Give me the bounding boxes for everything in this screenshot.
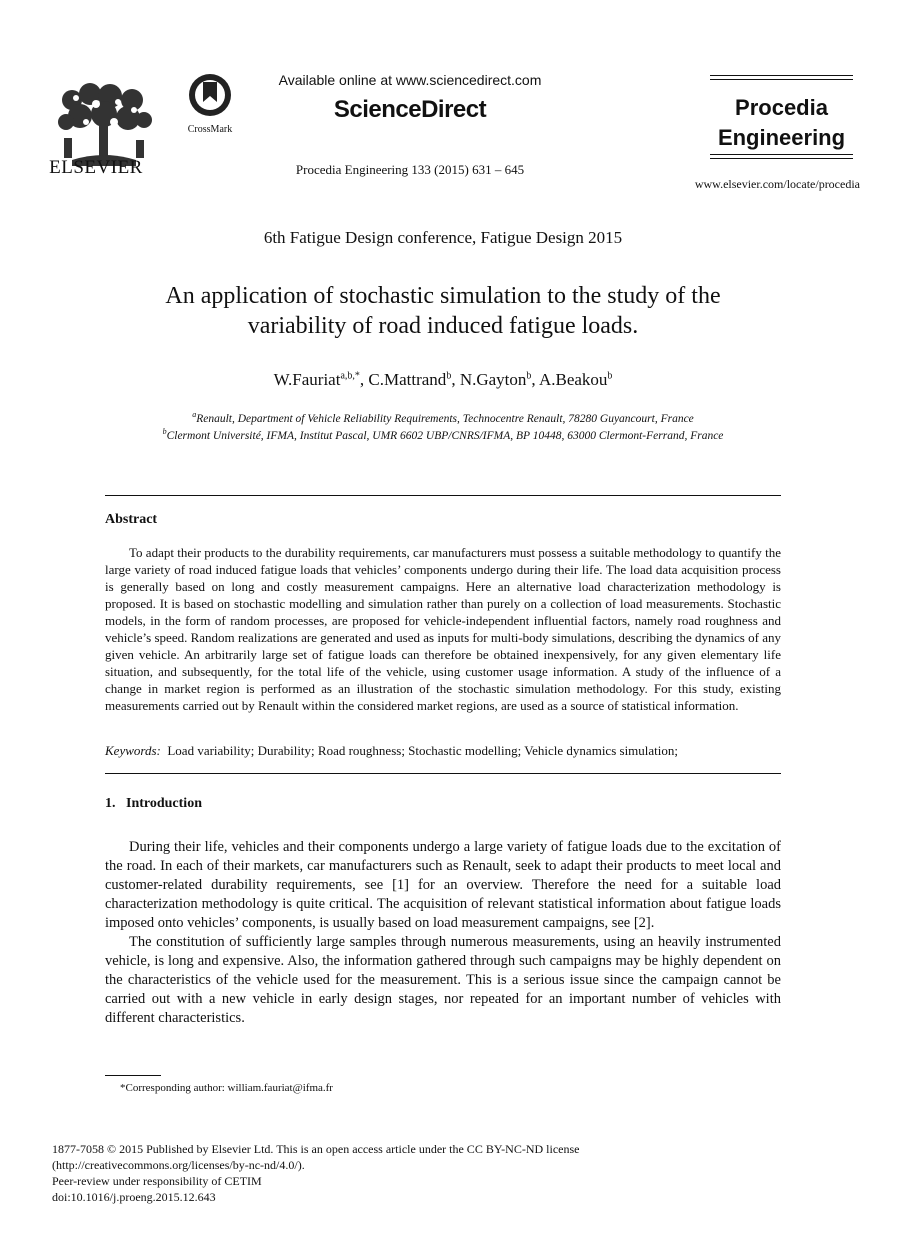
license-url[interactable]: (http://creativecommons.org/licenses/by-nc-nd/4.0/).	[52, 1158, 305, 1172]
corresponding-author-footnote: *Corresponding author: william.fauriat@ifma.fr	[120, 1082, 333, 1094]
author-name: W.Fauriat	[273, 370, 341, 389]
abstract-top-rule	[105, 495, 781, 496]
affiliation-mark: b	[162, 427, 167, 436]
keywords-label: Keywords:	[105, 743, 161, 758]
introduction-body	[105, 838, 781, 1028]
journal-url[interactable]: www.elsevier.com/locate/procedia	[694, 177, 860, 191]
footnote-rule	[105, 1075, 161, 1076]
journal-bottom-rule-2	[710, 158, 853, 159]
author-affil-mark: a,b,*	[340, 370, 360, 382]
author-name: A.Beakou	[538, 370, 608, 389]
intro-paragraph-2: The constitution of sufficiently large samples through numerous measurements, using an heavily instrumented vehicle, is long and expensive. Also, the information gathered through such campaigns may be highly dependent on the characteristics of the vehicle used for the measurement. This is a serious issue since the campaign cannot be carried out with a new vehicle in early design stages, nor repeated for an important number of vehicles with different characteristics.	[105, 934, 781, 1026]
peer-review-line: Peer-review under responsibility of CETIM	[52, 1174, 262, 1188]
paper-title	[100, 281, 786, 341]
publisher-name: ELSEVIER	[49, 157, 143, 178]
paper-title-line1: An application of stochastic simulation to the study of the	[165, 283, 721, 309]
journal-name	[700, 93, 863, 153]
author-separator: ,	[531, 370, 539, 389]
abstract-body	[105, 544, 781, 714]
journal-reference: Procedia Engineering 133 (2015) 631 – 645	[295, 162, 525, 177]
author-list	[0, 370, 886, 390]
doi-line[interactable]: doi:10.1016/j.proeng.2015.12.643	[52, 1190, 216, 1204]
journal-bottom-rule	[710, 154, 853, 155]
abstract-bottom-rule	[105, 773, 781, 774]
keywords-text: Load variability; Durability; Road roughness; Stochastic modelling; Vehicle dynamics simulation;	[167, 743, 679, 758]
affiliation-text: Clermont Université, IFMA, Institut Pascal, UMR 6602 UBP/CNRS/IFMA, BP 10448, 63000 Clermont-Ferrand, France	[166, 429, 724, 442]
sciencedirect-wordmark[interactable]: ScienceDirect	[333, 96, 487, 123]
author-name: C.Mattrand	[368, 370, 447, 389]
affiliation-b	[0, 427, 886, 442]
paper-title-line2: variability of road induced fatigue loads.	[247, 313, 639, 339]
conference-name: 6th Fatigue Design conference, Fatigue Design 2015	[263, 228, 623, 247]
journal-top-rule-2	[710, 79, 853, 80]
author-name: N.Gayton	[459, 370, 527, 389]
author-separator: ,	[359, 370, 369, 389]
journal-name-line2: Engineering	[717, 125, 846, 150]
keywords	[105, 743, 781, 759]
author-affil-mark: b	[607, 370, 613, 382]
affiliation-text: Renault, Department of Vehicle Reliability Requirements, Technocentre Renault, 78280 Guyancourt, France	[196, 412, 694, 425]
abstract-heading: Abstract	[105, 512, 158, 527]
crossmark-label: CrossMark	[187, 124, 233, 135]
author-affil-mark: b	[526, 370, 532, 382]
license-line: 1877-7058 © 2015 Published by Elsevier Ltd. This is an open access article under the CC BY-NC-ND license	[52, 1142, 580, 1156]
intro-paragraph-1: During their life, vehicles and their components undergo a large variety of fatigue loads due to the excitation of the road. In each of their markets, car manufacturers such as Renault, seek to adapt their products to meet local and customer-related durability requirements, see [1] for an overview. Therefore the need for a suitable load characterization methodology is quite critical. The acquisition of relevant statistical information about fatigue loads imposed onto vehicles’ components, is usually based on load measurement campaigns, see [2].	[105, 839, 781, 931]
abstract-text: To adapt their products to the durability requirements, car manufacturers must possess a suitable methodology to quantify the large variety of road induced fatigue loads that vehicles’ components undergo during their life. The load data acquisition process is generally based on long and costly measurement campaigns. Here an alternative load characterization methodology is proposed. It is based on stochastic modelling and simulation rather than purely on a collection of load measurements. Stochastic models, in the form of random processes, are proposed for vehicle-independent influential factors, namely road roughness and vehicle’s speed. Random realizations are generated and used as inputs for multi-body simulations, describing the dynamics of any given vehicle. An arbitrarily large set of fatigue loads can therefore be obtained inexpensively, for any given elementary life situation, and subsequently, for the total life of the vehicle, using customer usage information. A study of the influence of a change in market region is performed as an illustration of the stochastic simulation methodology. For this study, existing measurements carried out by Renault within the considered market regions, are used as a source of statistical information.	[105, 545, 781, 713]
available-online: Available online at www.sciencedirect.com	[278, 72, 542, 88]
author-separator: ,	[451, 370, 460, 389]
affiliation-mark: a	[192, 410, 197, 419]
affiliation-a	[0, 410, 886, 425]
section-heading-introduction: 1. Introduction	[105, 796, 202, 811]
journal-name-line1: Procedia	[735, 95, 828, 120]
journal-top-rule	[710, 75, 853, 76]
author-affil-mark: b	[446, 370, 452, 382]
